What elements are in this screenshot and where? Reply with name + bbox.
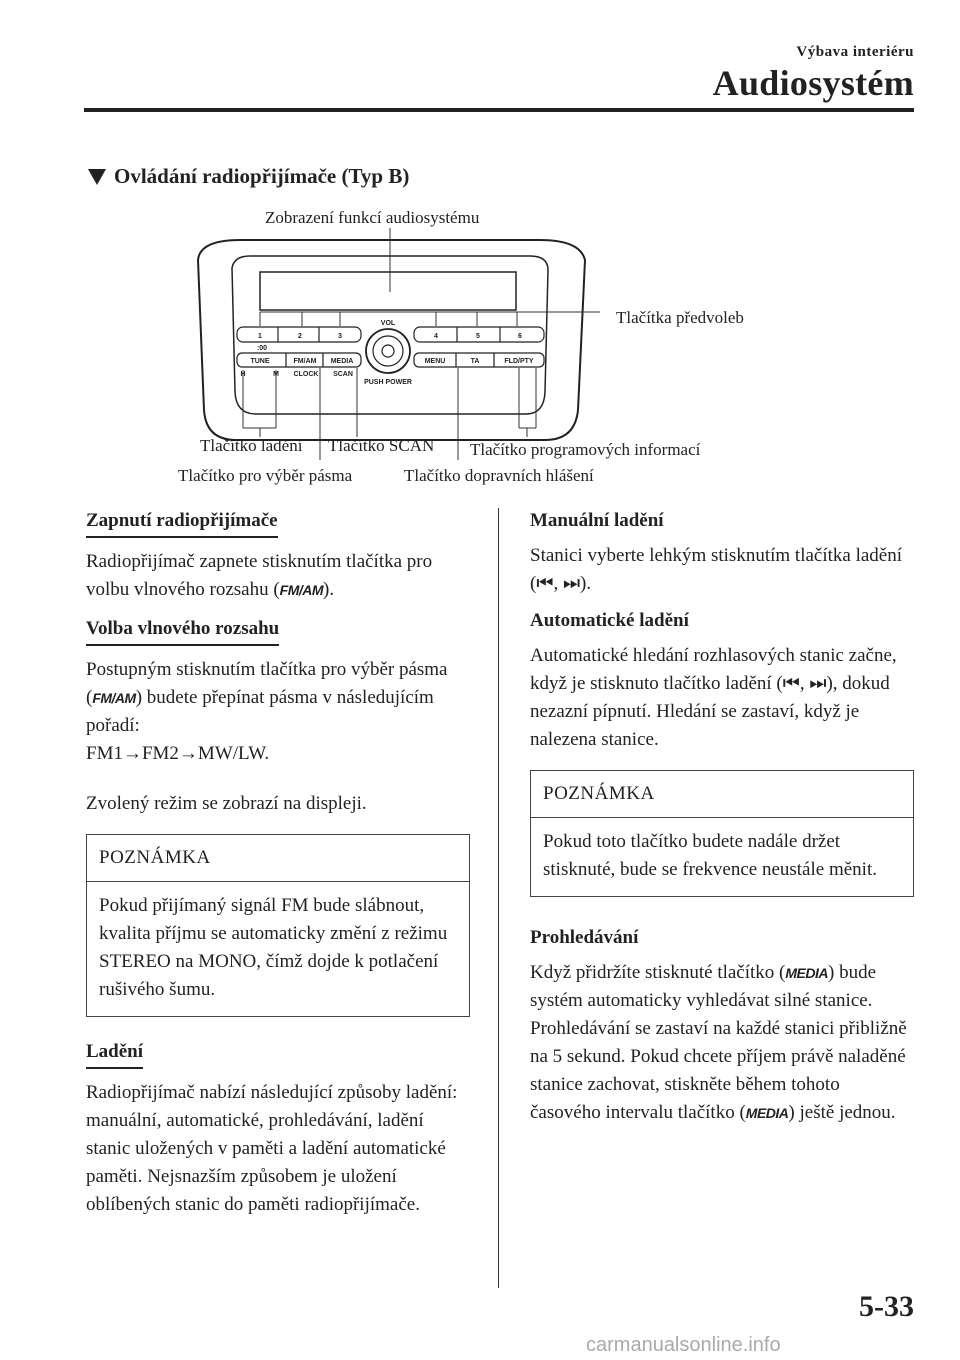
media-key-icon: MEDIA (745, 1105, 789, 1121)
paragraph-automaticke (530, 642, 914, 754)
text: Postupným stisknutím tlačítka pro výběr pásma ( (86, 659, 448, 708)
vol-text: VOL (380, 320, 396, 327)
footer-watermark: carmanualsonline.info (586, 1334, 781, 1356)
seek-down-icon: ⏮ (782, 673, 800, 694)
note-body: Pokud přijímaný signál FM bude slábnout, kvalita příjmu se automaticky změní z režimu STEREO na MONO, čímž dojde k potlačení rušivého šumu. (99, 895, 448, 1000)
ta-text: TA (470, 358, 480, 365)
paragraph-displej: Zvolený režim se zobrazí na displeji. (86, 793, 367, 814)
scan-text: SCAN (333, 371, 353, 378)
note-heading: POZNÁMKA (87, 835, 469, 882)
radio-diagram (0, 200, 960, 500)
preset-5-text: 5 (476, 333, 480, 340)
page-title: Audiosystém (712, 63, 914, 103)
preset-4-text: 4 (434, 333, 438, 340)
fmam-key-icon: FM/AM (92, 690, 136, 706)
section-title-text: Ovládání radiopřijímače (Typ B) (114, 164, 410, 188)
paragraph-zapnuti (86, 548, 470, 604)
heading-ladeni: Ladění (86, 1041, 143, 1069)
note-body: Pokud toto tlačítko budete nadále držet stisknuté, bude se frekvence neustále měnit. (543, 831, 877, 880)
section-title (88, 164, 409, 189)
menu-text: MENU (424, 358, 446, 365)
label-tune: Tlačítko ladění (200, 436, 303, 455)
note-box-fm (86, 834, 470, 1017)
preset-3-text: 3 (338, 333, 342, 340)
left-column (86, 510, 470, 1219)
band-sequence: FM1→FM2→MW/LW. (86, 743, 270, 764)
text: Když přidržíte stisknuté tlačítko ( (530, 962, 786, 983)
label-band: Tlačítko pro výběr pásma (178, 466, 353, 485)
text: ) bude systém automaticky vyhledávat silné stanice. Prohledávání se zastaví na každé stanici přibližně na 5 sekund. Pokud chcete příjem právě naladěné stanice zachovat, stiskněte během tohoto časového intervalu tlačítko ( (530, 962, 907, 1123)
heading-manualni: Manuální ladění (530, 510, 664, 531)
text: Automatické hledání rozhlasových stanic začne, když je stisknuto tlačítko ladění ( (530, 645, 897, 694)
text: , (553, 573, 563, 594)
note-heading: POZNÁMKA (531, 771, 913, 818)
heading-volba: Volba vlnového rozsahu (86, 618, 279, 646)
label-display: Zobrazení funkcí audiosystému (265, 208, 480, 227)
media-key-icon: MEDIA (785, 965, 829, 981)
right-column (530, 510, 914, 1127)
note-box-hold (530, 770, 914, 897)
fmam-key-icon: FM/AM (279, 582, 324, 598)
preset-1-sub-text: :00 (256, 345, 268, 352)
label-presets: Tlačítka předvoleb (616, 308, 744, 327)
text: ) budete přepínat pásma v následujícím pořadí: (86, 687, 434, 736)
paragraph-prohledavani (530, 959, 914, 1127)
column-divider (498, 508, 499, 1288)
heading-zapnuti: Zapnutí radiopřijímače (86, 510, 278, 538)
preset-2-text: 2 (298, 333, 302, 340)
push-power-text: PUSH POWER (364, 379, 412, 386)
label-pty: Tlačítko programových informací (470, 440, 701, 459)
preset-6-text: 6 (518, 333, 522, 340)
paragraph-ladeni: Radiopřijímač nabízí následující způsoby ladění: manuální, automatické, prohledávání, ladění stanic uložených v paměti a ladění automatické paměti. Nejsnazším způsobem je uložení oblíbených stanic do paměti radiopřijímače. (86, 1082, 458, 1215)
preset-1-text: 1 (258, 333, 262, 340)
seek-up-icon: ⏭ (562, 573, 581, 594)
fmam-text: FM/AM (293, 358, 317, 365)
text: Stanici vyberte lehkým stisknutím tlačítka ladění ( (530, 545, 903, 594)
text: Radiopřijímač zapnete stisknutím tlačítka pro volbu vlnového rozsahu ( (86, 551, 433, 600)
clock-text: CLOCK (293, 371, 319, 378)
triangle-icon (88, 169, 106, 185)
fldpty-text: FLD/PTY (504, 358, 534, 365)
header-section: Výbava interiéru (796, 44, 914, 60)
seek-down-icon: ⏮ (536, 573, 554, 594)
page-number: 5-33 (859, 1290, 914, 1323)
label-ta: Tlačítko dopravních hlášení (404, 466, 594, 485)
header-rule (84, 108, 914, 112)
paragraph-manualni (530, 542, 914, 598)
media-text: MEDIA (330, 358, 354, 365)
text: ) ještě jednou. (788, 1102, 896, 1123)
text: , (799, 673, 810, 694)
m-text: M (273, 371, 279, 378)
text: ). (323, 579, 335, 600)
h-text: H (240, 371, 246, 378)
tune-text: TUNE (250, 358, 270, 365)
text: ). (580, 573, 592, 594)
text: ), dokud nezazní pípnutí. Hledání se zastaví, když je nalezena stanice. (530, 673, 890, 750)
label-scan: Tlačítko SCAN (328, 436, 435, 455)
heading-prohledavani: Prohledávání (530, 927, 639, 948)
heading-automaticke: Automatické ladění (530, 610, 689, 631)
seek-up-icon: ⏭ (809, 673, 827, 694)
paragraph-volba (86, 656, 470, 768)
